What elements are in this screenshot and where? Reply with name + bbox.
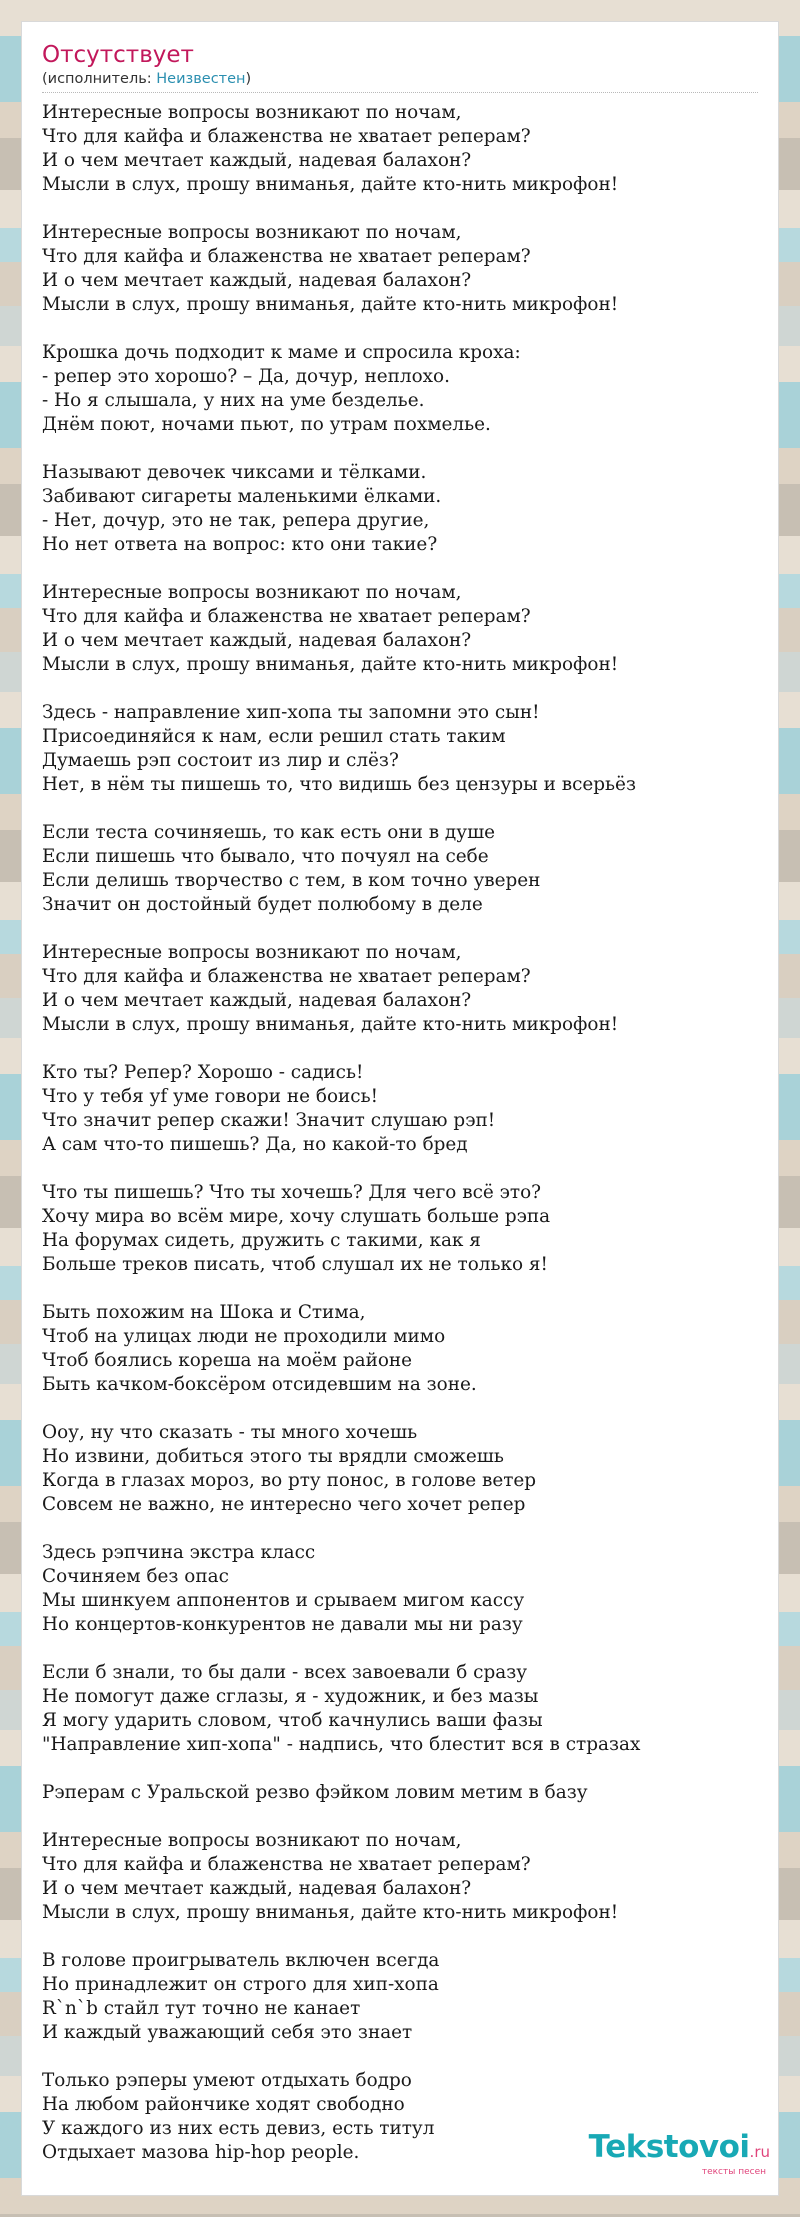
lyric-line: Крошка дочь подходит к маме и спросила кроха: (42, 342, 521, 363)
lyric-line: Что для кайфа и блаженства не хватает реперам? (42, 246, 531, 267)
artist-line (42, 70, 758, 88)
logo-tld: .ru (749, 2143, 770, 2161)
lyric-line: Кто ты? Репер? Хорошо - садись! (42, 1062, 364, 1083)
lyric-line: Ооу, ну что сказать - ты много хочешь (42, 1422, 418, 1443)
lyric-line: И о чем мечтает каждый, надевая балахон? (42, 150, 472, 171)
lyrics-stanza (42, 1661, 758, 1757)
lyric-line: В голове проигрыватель включен всегда (42, 1950, 440, 1971)
lyric-line: "Направление хип-хопа" - надпись, что блестит вся в стразах (42, 1734, 641, 1755)
lyric-line: Мысли в слух, прошу вниманья, дайте кто-нить микрофон! (42, 294, 619, 315)
artist-prefix: (исполнитель: (42, 71, 157, 87)
lyric-line: Думаешь рэп состоит из лир и слёз? (42, 750, 399, 771)
lyric-line: Если теста сочиняешь, то как есть они в душе (42, 822, 496, 843)
lyric-line: А сам что-то пишешь? Да, но какой-то бред (42, 1134, 468, 1155)
lyric-line: Забивают сигареты маленькими ёлками. (42, 486, 442, 507)
lyric-line: Но извини, добиться этого ты врядли сможешь (42, 1446, 504, 1467)
song-header (42, 40, 758, 93)
lyric-line: Мысли в слух, прошу вниманья, дайте кто-нить микрофон! (42, 1014, 619, 1035)
lyric-line: Но нет ответа на вопрос: кто они такие? (42, 534, 438, 555)
lyric-line: Днём поют, ночами пьют, по утрам похмелье. (42, 414, 491, 435)
lyric-line: Только рэперы умеют отдыхать бодро (42, 2070, 412, 2091)
lyrics-stanza (42, 341, 758, 437)
lyric-line: Что для кайфа и блаженства не хватает реперам? (42, 126, 531, 147)
lyric-line: Хочу мира во всём мире, хочу слушать больше рэпа (42, 1206, 551, 1227)
lyric-line: Что ты пишешь? Что ты хочешь? Для чего всё это? (42, 1182, 542, 1203)
lyric-line: Что для кайфа и блаженства не хватает реперам? (42, 966, 531, 987)
lyric-line: Чтоб боялись кореша на моём районе (42, 1350, 413, 1371)
lyric-line: Больше треков писать, чтоб слушал их не только я! (42, 1254, 548, 1275)
lyric-line: Интересные вопросы возникают по ночам, (42, 1830, 462, 1851)
lyric-line: И о чем мечтает каждый, надевая балахон? (42, 990, 472, 1011)
lyrics-stanza (42, 581, 758, 677)
lyrics-stanza (42, 1421, 758, 1517)
lyrics-stanza (42, 221, 758, 317)
artist-suffix: ) (245, 71, 252, 87)
lyric-line: Если делишь творчество с тем, в ком точно уверен (42, 870, 541, 891)
lyric-line: Присоединяйся к нам, если решил стать таким (42, 726, 506, 747)
lyrics-card (22, 22, 778, 2195)
lyric-line: - репер это хорошо? – Да, дочур, неплохо. (42, 366, 450, 387)
lyric-line: Мысли в слух, прошу вниманья, дайте кто-нить микрофон! (42, 174, 619, 195)
lyric-line: Интересные вопросы возникают по ночам, (42, 102, 462, 123)
lyric-line: Но концертов-конкурентов не давали мы ни разу (42, 1614, 523, 1635)
artist-link[interactable]: Неизвестен (156, 71, 246, 87)
lyrics-stanza (42, 1949, 758, 2045)
lyric-line: Нет, в нём ты пишешь то, что видишь без цензуры и всерьёз (42, 774, 636, 795)
lyric-line: Что для кайфа и блаженства не хватает реперам? (42, 606, 531, 627)
lyric-line: Не помогут даже сглазы, я - художник, и без мазы (42, 1686, 539, 1707)
lyrics-stanza (42, 461, 758, 557)
lyric-line: R`n`b стайл тут точно не канает (42, 1998, 361, 2019)
lyric-line: Значит он достойный будет полюбому в деле (42, 894, 483, 915)
lyric-line: Быть качком-боксёром отсидевшим на зоне. (42, 1374, 477, 1395)
lyrics-stanza (42, 1181, 758, 1277)
lyrics-body (42, 101, 758, 2189)
lyrics-stanza (42, 1061, 758, 1157)
lyric-line: Если пишешь что бывало, что почуял на себе (42, 846, 489, 867)
lyric-line: Что значит репер скажи! Значит слушаю рэп! (42, 1110, 496, 1131)
lyric-line: Быть похожим на Шока и Стима, (42, 1302, 366, 1323)
lyric-line: - Но я слышала, у них на уме безделье. (42, 390, 425, 411)
lyric-line: Но принадлежит он строго для хип-хопа (42, 1974, 439, 1995)
site-logo[interactable] (588, 2129, 770, 2177)
lyric-line: Я могу ударить словом, чтоб качнулись ваши фазы (42, 1710, 543, 1731)
lyrics-stanza (42, 1541, 758, 1637)
lyric-line: Здесь рэпчина экстра класс (42, 1542, 316, 1563)
song-title: Отсутствует (42, 42, 194, 68)
lyrics-stanza (42, 101, 758, 197)
lyric-line: Если б знали, то бы дали - всех завоевали б сразу (42, 1662, 528, 1683)
lyric-line: Здесь - направление хип-хопа ты запомни это сын! (42, 702, 540, 723)
lyrics-stanza (42, 1301, 758, 1397)
lyrics-stanza (42, 1829, 758, 1925)
lyrics-stanza (42, 701, 758, 797)
lyric-line: Сочиняем без опас (42, 1566, 229, 1587)
lyric-line: Интересные вопросы возникают по ночам, (42, 222, 462, 243)
lyric-line: Совсем не важно, не интересно чего хочет репер (42, 1494, 526, 1515)
lyric-line: На любом райончике ходят свободно (42, 2094, 405, 2115)
logo-name: Tekstovoi (588, 2129, 750, 2165)
lyric-line: На форумах сидеть, дружить с такими, как я (42, 1230, 481, 1251)
lyric-line: Интересные вопросы возникают по ночам, (42, 582, 462, 603)
lyrics-stanza (42, 941, 758, 1037)
lyric-line: Что для кайфа и блаженства не хватает реперам? (42, 1854, 531, 1875)
lyric-line: И каждый уважающий себя это знает (42, 2022, 413, 2043)
logo-wordmark (588, 2129, 770, 2167)
lyrics-stanza (42, 1781, 758, 1805)
lyric-line: Называют девочек чиксами и тёлками. (42, 462, 427, 483)
lyric-line: И о чем мечтает каждый, надевая балахон? (42, 630, 472, 651)
lyric-line: Когда в глазах мороз, во рту понос, в голове ветер (42, 1470, 537, 1491)
lyric-line: Отдыхает мазова hip-hop people. (42, 2142, 360, 2163)
lyric-line: Мысли в слух, прошу вниманья, дайте кто-нить микрофон! (42, 1902, 619, 1923)
lyric-line: И о чем мечтает каждый, надевая балахон? (42, 270, 472, 291)
lyric-line: И о чем мечтает каждый, надевая балахон? (42, 1878, 472, 1899)
lyric-line: Мы шинкуем аппонентов и срываем мигом кассу (42, 1590, 525, 1611)
lyrics-stanza (42, 821, 758, 917)
lyric-line: Мысли в слух, прошу вниманья, дайте кто-нить микрофон! (42, 654, 619, 675)
lyric-line: Чтоб на улицах люди не проходили мимо (42, 1326, 446, 1347)
lyric-line: Что у тебя уf уме говори не боись! (42, 1086, 378, 1107)
lyric-line: У каждого из них есть девиз, есть титул (42, 2118, 435, 2139)
lyric-line: - Нет, дочур, это не так, репера другие, (42, 510, 430, 531)
lyric-line: Рэперам с Уральской резво фэйком ловим метим в базу (42, 1782, 588, 1803)
lyric-line: Интересные вопросы возникают по ночам, (42, 942, 462, 963)
logo-tagline: тексты песен (701, 2167, 766, 2177)
